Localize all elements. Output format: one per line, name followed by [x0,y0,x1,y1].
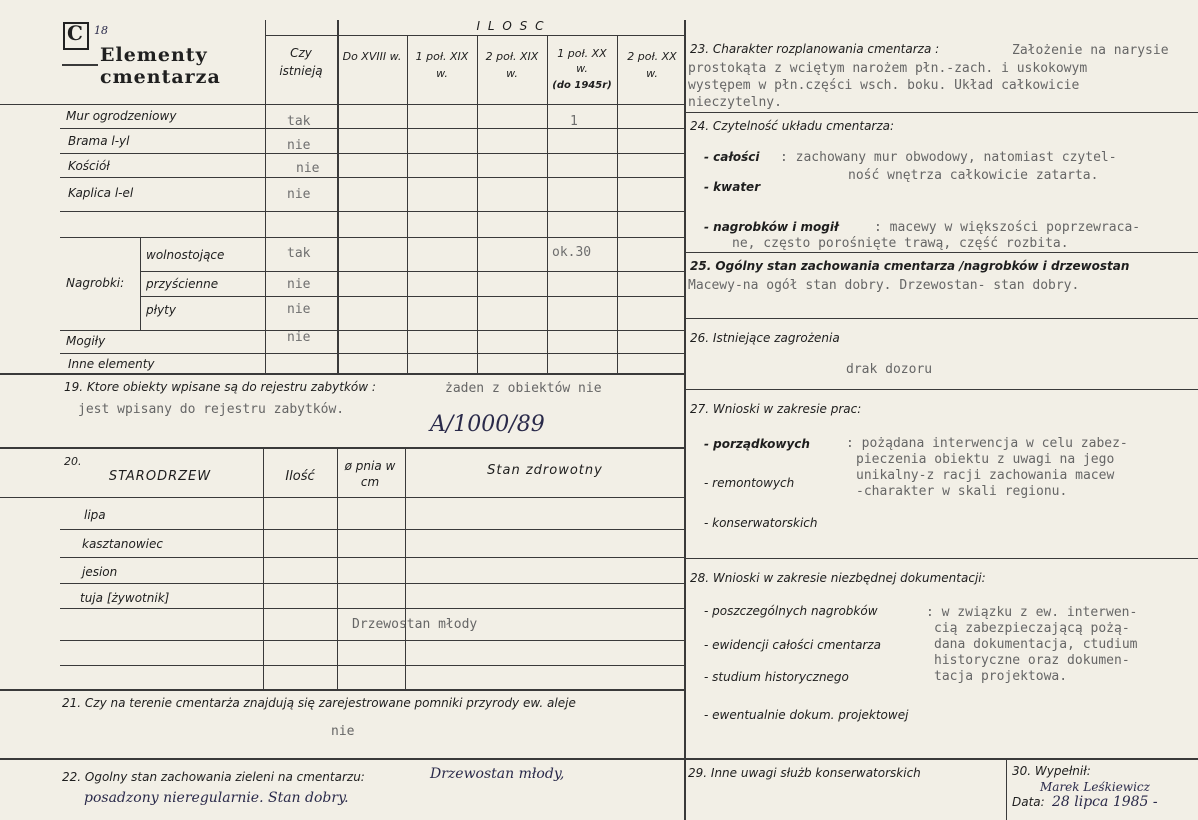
q24-nagrobkow-text1: : macewy w większości poprzewraca- [874,220,1141,235]
rule [684,112,1198,113]
rule [60,153,685,154]
q27-konserwatorskich: - konserwatorskich [704,516,818,530]
rule [407,35,408,373]
section-title-line2: cmentarza [100,66,221,88]
rule [263,447,264,689]
q19-answer-line2: jest wpisany do rejestru zabytków. [78,402,345,417]
rule [1006,758,1007,820]
row-label-inne: Inne elementy [68,357,155,371]
rule [60,177,685,178]
value-mur-count: 1 [570,114,578,129]
rule [60,665,685,666]
card-number: 18 [94,24,108,37]
rule [60,529,685,530]
rule [684,252,1198,253]
q23-line1: Założenie na narysie [1012,43,1169,58]
value-kaplica-exists: nie [287,187,311,202]
rule [60,211,685,212]
q21-label: 21. Czy na terenie cmentarża znajdują się zarejestrowane pomniki przyrody ew. aleje [62,696,576,710]
q19-answer-line1: żaden z obiektów nie [445,381,602,396]
rule [140,296,685,297]
col-header-1pol-xx-note: (do 1945r) [552,80,612,91]
rule [0,689,685,691]
rule [60,353,685,354]
value-mur-exists: tak [287,114,311,129]
q28-text5: tacja projektowa. [934,669,1068,684]
q24-calosci-text2: ność wnętrza całkowicie zatarta. [848,168,1099,183]
q28-label: 28. Wnioski w zakresie niezbędnej dokumentacji: [690,571,986,585]
value-przyscienne-exists: nie [287,277,311,292]
rule [684,318,1198,319]
q20-row-kasztanowiec: kasztanowiec [82,537,163,551]
q20-row-jesion: jesion [82,565,118,579]
q20-row-tuja: tuja [żywotnik] [80,591,170,605]
q27-porzadkowych: - porządkowych [704,437,810,451]
q20-col-pnia: ø pnia w cm [344,459,396,489]
rule [140,271,685,272]
rule [140,237,141,330]
rule [0,447,685,449]
rule [60,640,685,641]
q27-text3: unikalny-z racji zachowania macew [856,468,1115,483]
q27-text4: -charakter w skali regionu. [856,484,1068,499]
section-title-line1: Elementy [100,44,208,66]
q23-line2: prostokąta z wciętym narożem płn.-zach. i uskokowym [688,61,1088,76]
q20-row-lipa: lipa [84,508,106,522]
q20-number: 20. [64,455,82,468]
row-label-plyty: płyty [146,303,176,317]
q20-note: Drzewostan młody [352,617,478,632]
q20-col-stan: Stan zdrowotny [487,463,603,478]
rule [60,583,685,584]
rule [405,447,406,689]
rule [684,558,1198,559]
q21-answer: nie [331,724,355,739]
q22-handwritten-line1: Drzewostan młody, [430,766,565,782]
value-wolnostojace-count: ok.30 [552,245,592,260]
rule [60,557,685,558]
rule [60,330,685,331]
rule [0,104,685,105]
rule [617,35,618,373]
rule [265,20,266,373]
q24-label: 24. Czytelność układu cmentarza: [690,119,895,133]
row-label-przyscienne: przyścienne [146,277,219,291]
q27-text1: : pożądana interwencja w celu zabez- [846,436,1128,451]
row-label-wolnostojace: wolnostojące [146,248,225,262]
q28-text3: dana dokumentacja, ctudium [934,637,1138,652]
q28-poszczegolnych: - poszczególnych nagrobków [704,604,878,618]
row-label-kaplica: Kaplica l-el [68,186,134,200]
col-header-ilosc: I L O S C [476,19,546,33]
value-brama-exists: nie [287,138,311,153]
q29-label: 29. Inne uwagi służb konserwatorskich [688,766,921,780]
q22-handwritten-line2: posadzony nieregularnie. Stan dobry. [84,790,349,806]
q24-nagrobkow-text2: ne, często porośnięte trawą, część rozbita. [732,236,1069,251]
q19-label: 19. Ktore obiekty wpisane są do rejestru zabytków : [64,380,376,394]
value-kosciol-exists: nie [296,161,320,176]
q23-label: 23. Charakter rozplanowania cmentarza : [690,42,940,56]
col-header-do-xviii: Do XVIII w. [342,50,402,63]
col-header-2pol-xix: 2 poł. XIX w. [485,50,539,80]
q23-line4: nieczytelny. [688,95,782,110]
row-label-nagrobki: Nagrobki: [66,276,125,290]
q30-date-label: Data: [1012,795,1045,809]
q24-kwater-label: - kwater [704,180,761,194]
q27-remontowych: - remontowych [704,476,795,490]
title-underline [62,64,98,66]
rule [684,758,1198,760]
q22-label: 22. Ogolny stan zachowania zieleni na cmentarzu: [62,770,365,784]
q24-nagrobkow-label: - nagrobków i mogił [704,220,839,234]
q30-date: 28 lipca 1985 - [1052,794,1158,810]
rule [0,758,685,760]
value-mogily-exists: nie [287,330,311,345]
row-label-kosciol: Kościół [68,159,110,173]
rule [684,20,686,820]
value-wolnostojace-exists: tak [287,246,311,261]
value-plyty-exists: nie [287,302,311,317]
rule [0,373,685,375]
rule [477,35,478,373]
q25-label: 25. Ogólny stan zachowania cmentarza /nagrobków i drzewostan [690,259,1130,273]
col-header-1pol-xx: 1 poł. XX w. [557,47,607,75]
row-label-brama: Brama l-yl [68,134,130,148]
rule [0,497,685,498]
row-label-mogily: Mogiły [66,334,106,348]
q20-col-starodrzew: STARODRZEW [108,469,212,484]
rule [337,447,338,689]
rule [60,128,685,129]
rule [265,35,685,36]
q24-calosci-label: - całości [704,150,760,164]
q26-text: drak dozoru [846,362,933,377]
q19-register-number: A/1000/89 [430,412,545,437]
q26-label: 26. Istniejące zagrożenia [690,331,840,345]
q20-col-ilosc: Ilość [285,469,315,484]
rule [684,389,1198,390]
q28-ewentualnie: - ewentualnie dokum. projektowej [704,708,909,722]
q24-calosci-text1: : zachowany mur obwodowy, natomiast czytel- [780,150,1117,165]
col-header-1pol-xix: 1 poł. XIX w. [415,50,469,80]
q28-text4: historyczne oraz dokumen- [934,653,1130,668]
q23-line3: występem w płn.części wsch. boku. Układ całkowicie [688,78,1080,93]
col-header-2pol-xx: 2 poł. XX w. [627,50,677,80]
q28-text2: cią zabezpieczającą pożą- [934,621,1130,636]
q30-name: Marek Leśkiewicz [1040,780,1150,794]
col-header-czy-istnieja: Czy istnieją [279,46,323,78]
q27-text2: pieczenia obiektu z uwagi na jego [856,452,1115,467]
q30-label: 30. Wypełnił: [1012,764,1091,778]
q28-text1: : w związku z ew. interwen- [926,605,1138,620]
rule [60,237,685,238]
q27-label: 27. Wnioski w zakresie prac: [690,402,862,416]
q25-text: Macewy-na ogół stan dobry. Drzewostan- stan dobry. [688,278,1080,293]
row-label-mur: Mur ogrodzeniowy [66,109,177,123]
q28-studium: - studium historycznego [704,670,849,684]
rule [337,20,339,373]
card-letter: C [67,21,84,45]
rule [60,608,685,609]
q28-ewidencji: - ewidencji całości cmentarza [704,638,882,652]
